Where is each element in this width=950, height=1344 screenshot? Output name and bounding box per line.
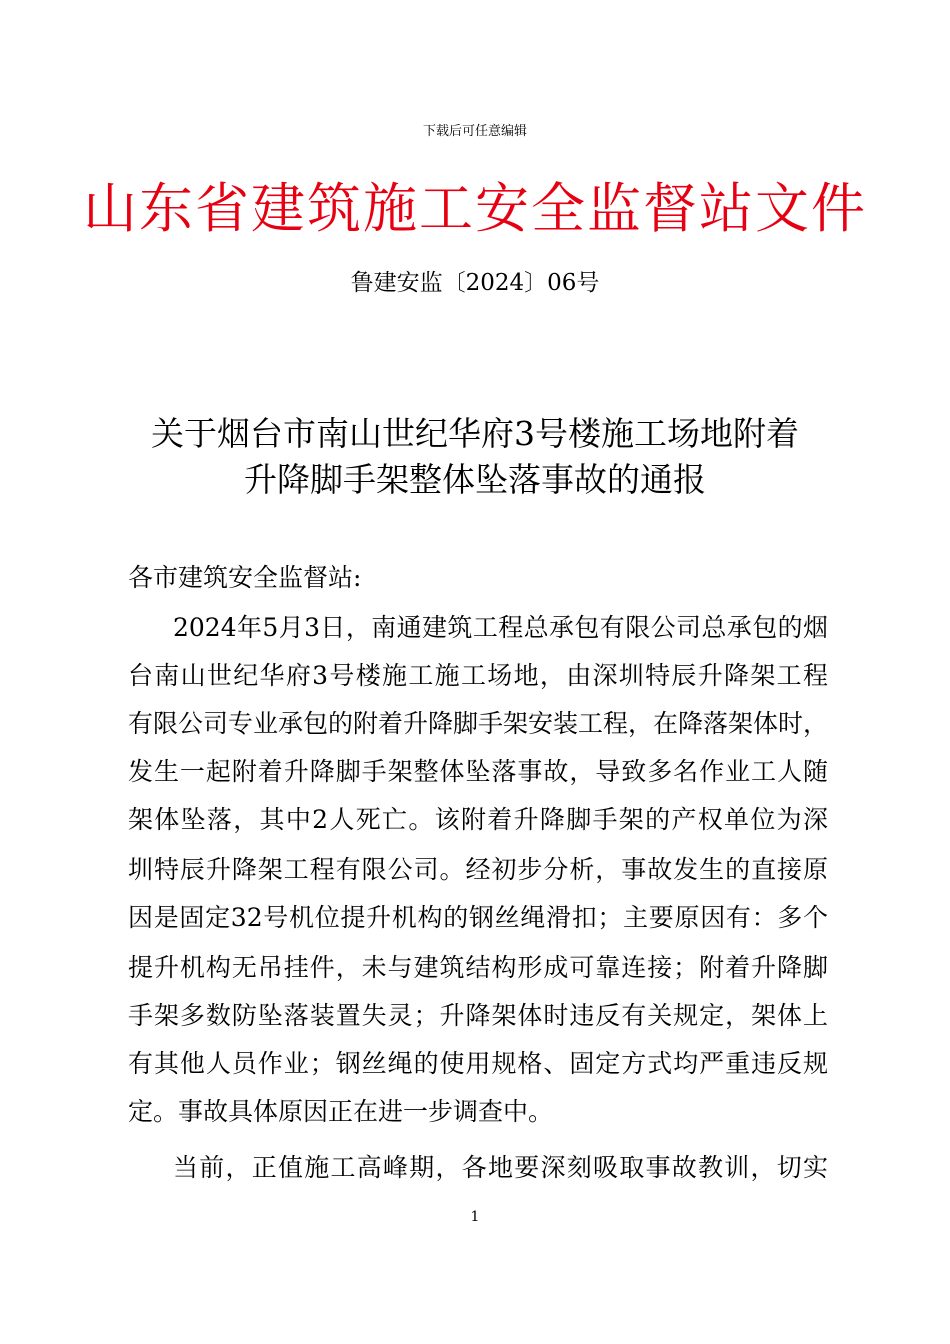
paragraph-2-line: 当前，正值施工高峰期，各地要深刻吸取事故教训，切实 (173, 1153, 828, 1182)
paragraph-line: 有限公司专业承包的附着升降脚手架安装工程，在降落架体时， (128, 709, 829, 738)
paragraph-line: 定。事故具体原因正在进一步调查中。 (128, 1097, 554, 1126)
notice-title-line-1: 关于烟台市南山世纪华府3号楼施工场地附着 (151, 414, 799, 453)
paragraph-line: 发生一起附着升降脚手架整体坠落事故，导致多名作业工人随 (128, 757, 828, 786)
notice-title-line-2: 升降脚手架整体坠落事故的通报 (244, 460, 706, 499)
paragraph-line: 提升机构无吊挂件，未与建筑结构形成可靠连接；附着升降脚 (128, 953, 828, 982)
paragraph-line: 有其他人员作业；钢丝绳的使用规格、固定方式均严重违反规 (128, 1049, 828, 1078)
paragraph-line: 因是固定32号机位提升机构的钢丝绳滑扣；主要原因有：多个 (128, 903, 828, 932)
paragraph-line: 架体坠落，其中2人死亡。该附着升降脚手架的产权单位为深 (128, 805, 828, 834)
paragraph-line: 2024年5月3日，南通建筑工程总承包有限公司总承包的烟 (173, 613, 828, 642)
paragraph-line: 圳特辰升降架工程有限公司。经初步分析，事故发生的直接原 (128, 855, 828, 884)
paragraph-line: 台南山世纪华府3号楼施工施工场地，由深圳特辰升降架工程 (128, 661, 828, 690)
document-number: 鲁建安监〔2024〕06号 (350, 270, 600, 296)
issuer-title: 山东省建筑施工安全监督站文件 (83, 177, 867, 240)
header-note: 下载后可任意编辑 (422, 124, 527, 139)
salutation: 各市建筑安全监督站: (128, 563, 362, 592)
paragraph-line: 手架多数防坠落装置失灵；升降架体时违反有关规定，架体上 (128, 1001, 828, 1030)
page-number: 1 (470, 1209, 480, 1225)
